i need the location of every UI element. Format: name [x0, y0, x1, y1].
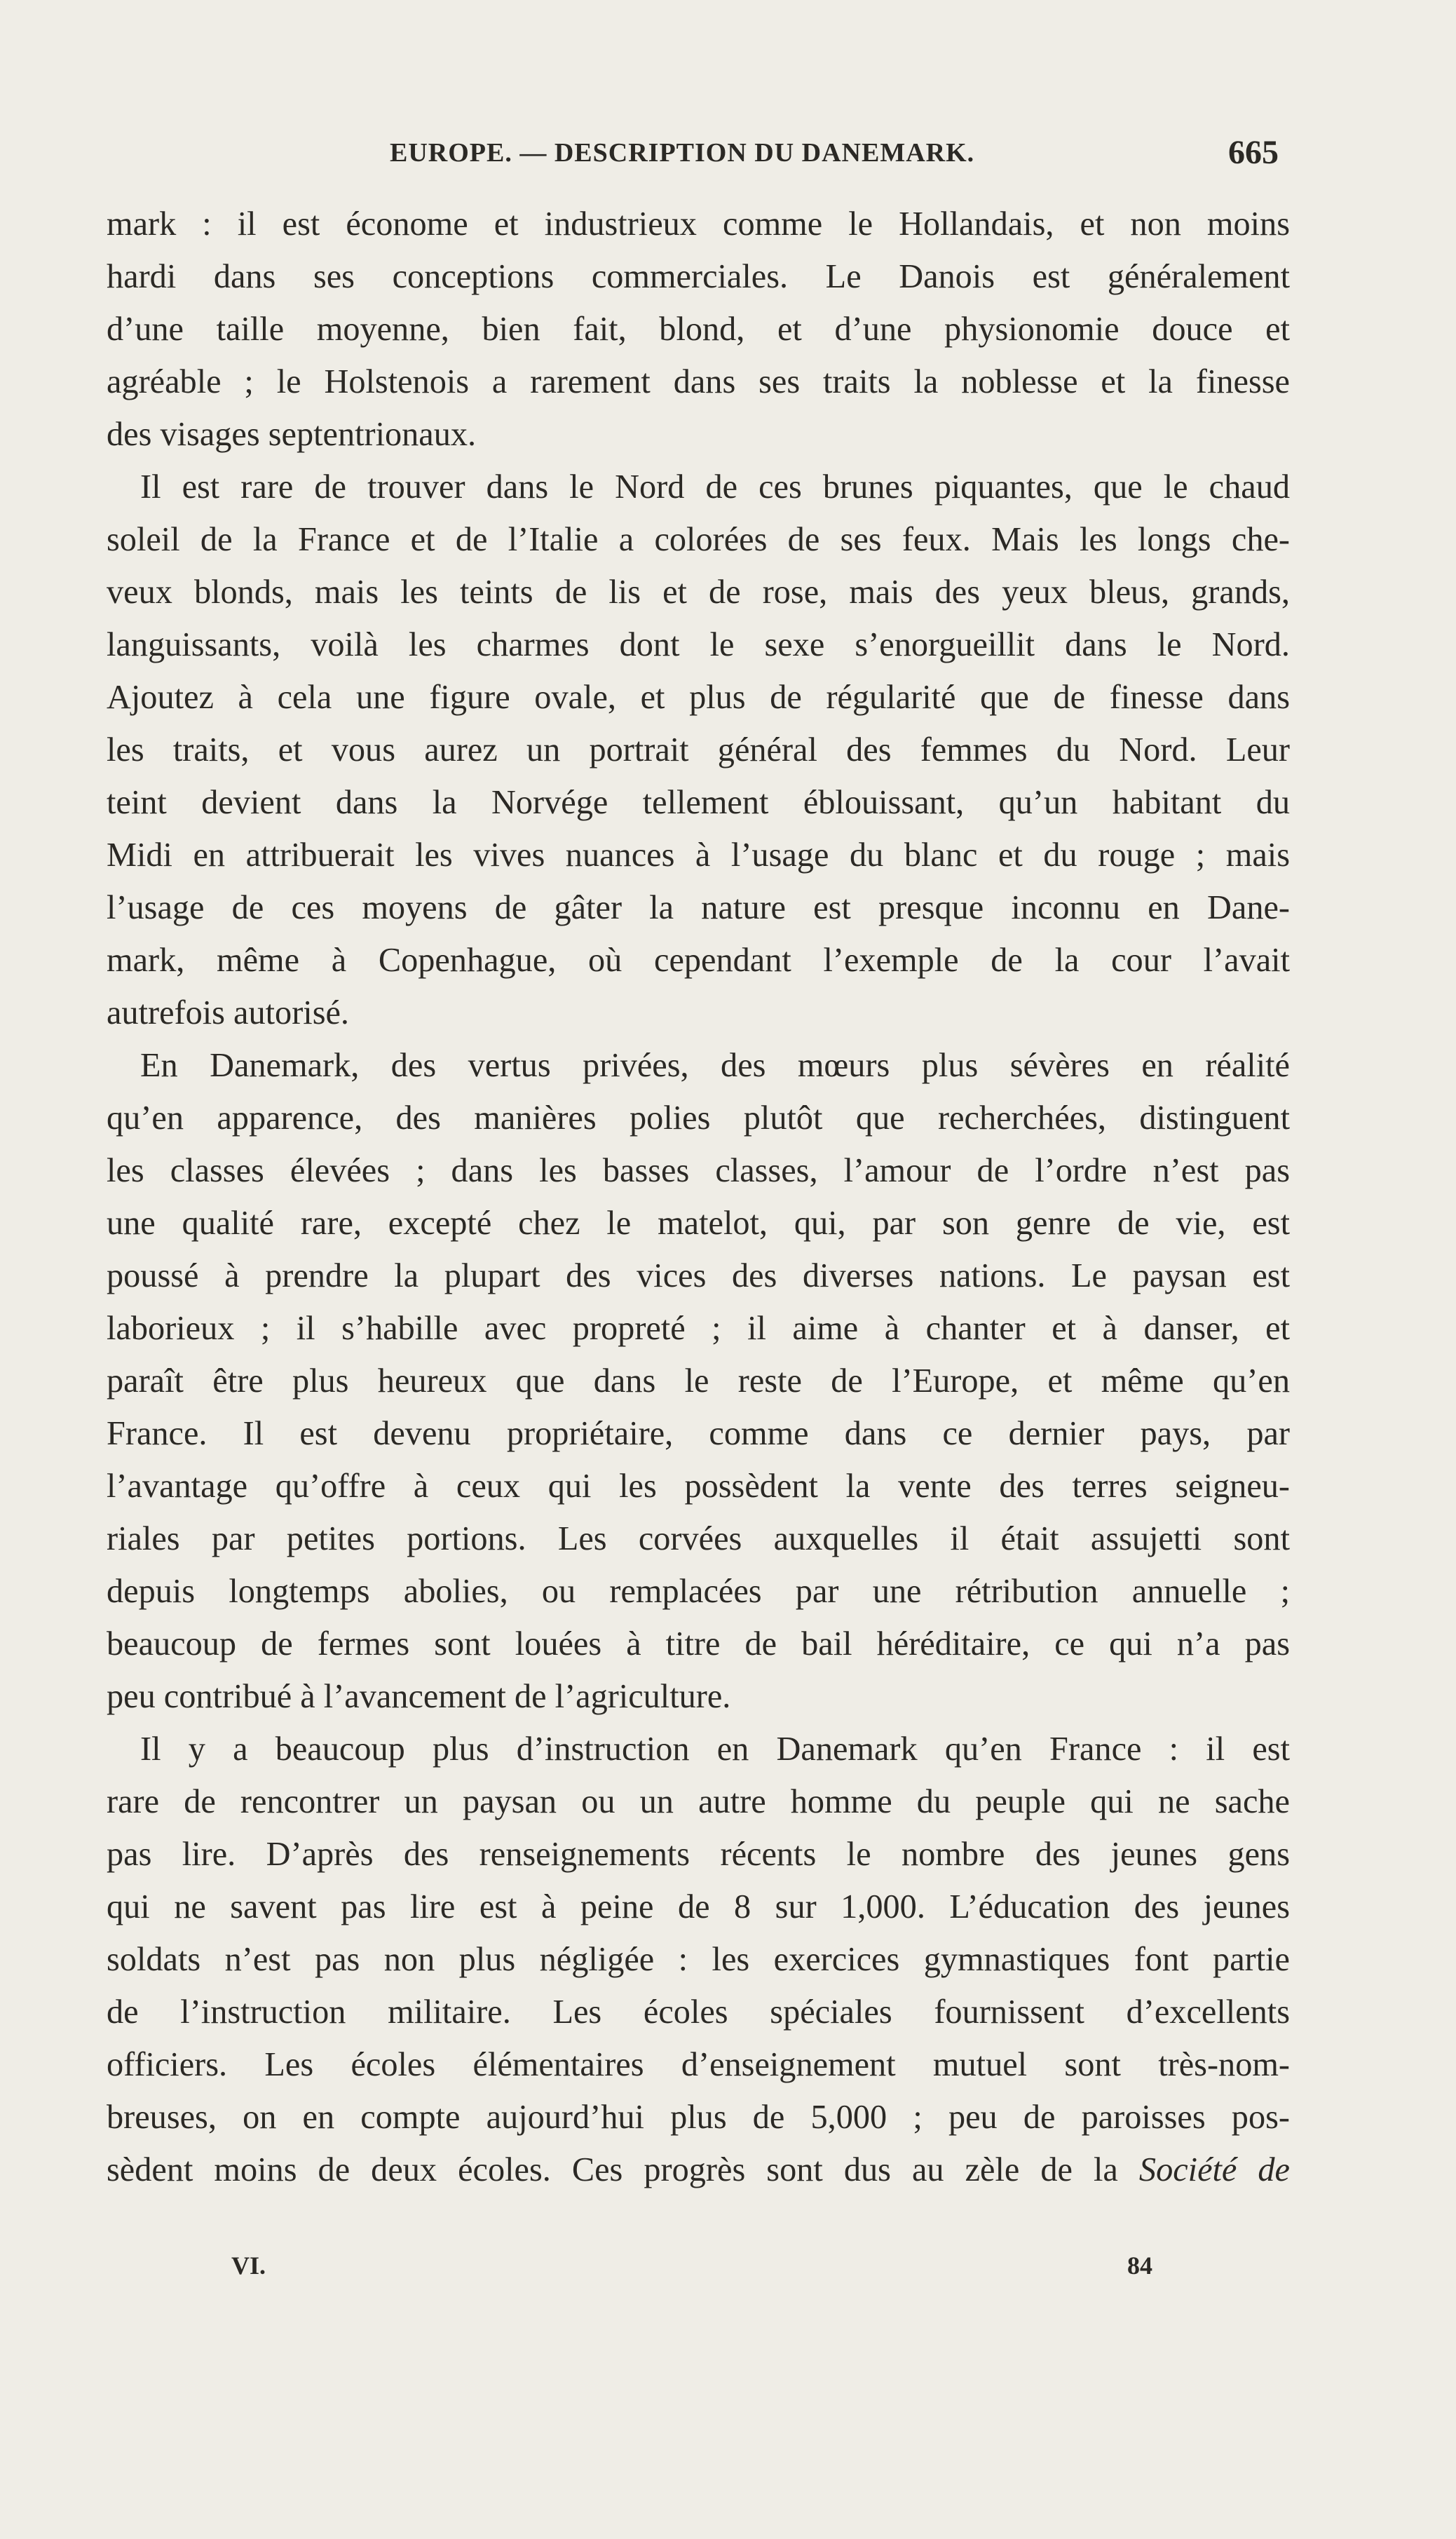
text-line: languissants, voilà les charmes dont le sexe s’enorgueillit dans le Nord.	[107, 626, 1290, 663]
text-line: officiers. Les écoles élémentaires d’enseignement mutuel sont très-nom-	[107, 2046, 1290, 2083]
text-line: l’usage de ces moyens de gâter la nature est presque inconnu en Dane-	[107, 889, 1290, 926]
text-line: les traits, et vous aurez un portrait général des femmes du Nord. Leur	[107, 731, 1290, 769]
text-line: hardi dans ses conceptions commerciales. Le Danois est généralement	[107, 258, 1290, 295]
text-line: Midi en attribuerait les vives nuances à l’usage du blanc et du rouge ; mais	[107, 837, 1290, 874]
text-line: laborieux ; il s’habille avec propreté ; il aime à chanter et à danser, et	[107, 1310, 1290, 1347]
text-line: peu contribué à l’avancement de l’agriculture.	[107, 1678, 731, 1715]
text-line: soleil de la France et de l’Italie a colorées de ses feux. Mais les longs che-	[107, 521, 1290, 558]
text-line: Il y a beaucoup plus d’instruction en Danemark qu’en France : il est	[140, 1731, 1290, 1768]
text-line: Il est rare de trouver dans le Nord de ces brunes piquantes, que le chaud	[140, 468, 1290, 506]
page-number: 665	[1228, 134, 1279, 171]
volume-signature: VI.	[231, 2252, 266, 2280]
text-line: mark : il est économe et industrieux comme le Hollandais, et non moins	[107, 205, 1290, 243]
text-line: l’avantage qu’offre à ceux qui les possèdent la vente des terres seigneu-	[107, 1468, 1290, 1505]
text-line: des visages septentrionaux.	[107, 416, 477, 453]
text-line: rare de rencontrer un paysan ou un autre homme du peuple qui ne sache	[107, 1783, 1290, 1820]
text-line: Ajoutez à cela une figure ovale, et plus de régularité que de finesse dans	[107, 679, 1290, 716]
text-line: mark, même à Copenhague, où cependant l’exemple de la cour l’avait	[107, 942, 1290, 979]
page-footer	[0, 2251, 1456, 2293]
text-line: teint devient dans la Norvége tellement éblouissant, qu’un habitant du	[107, 784, 1290, 821]
text-line: qui ne savent pas lire est à peine de 8 sur 1,000. L’éducation des jeunes	[107, 1888, 1290, 1925]
text-line: d’une taille moyenne, bien fait, blond, et d’une physionomie douce et	[107, 311, 1290, 348]
text-line: France. Il est devenu propriétaire, comme dans ce dernier pays, par	[107, 1415, 1290, 1452]
text-line: depuis longtemps abolies, ou remplacées par une rétribution annuelle ;	[107, 1573, 1290, 1610]
text-line: poussé à prendre la plupart des vices des diverses nations. Le paysan est	[107, 1257, 1290, 1294]
text-line: veux blonds, mais les teints de lis et de rose, mais des yeux bleus, grands,	[107, 574, 1290, 611]
text-line: agréable ; le Holstenois a rarement dans ses traits la noblesse et la finesse	[107, 363, 1290, 400]
text-line: une qualité rare, excepté chez le matelot, qui, par son genre de vie, est	[107, 1205, 1290, 1242]
text-line: les classes élevées ; dans les basses classes, l’amour de l’ordre n’est pas	[107, 1152, 1290, 1189]
italic-society-name: Société de	[1138, 2151, 1290, 2188]
text-line-start: sèdent moins de deux écoles. Ces progrès sont dus au zèle de la	[107, 2151, 1118, 2188]
body-text	[107, 198, 1290, 2196]
text-line: qu’en apparence, des manières polies plutôt que recherchées, distinguent	[107, 1099, 1290, 1137]
text-line: breuses, on en compte aujourd’hui plus de 5,000 ; peu de paroisses pos-	[107, 2099, 1290, 2136]
text-line: soldats n’est pas non plus négligée : les exercices gymnastiques font partie	[107, 1941, 1290, 1978]
text-line: pas lire. D’après des renseignements récents le nombre des jeunes gens	[107, 1836, 1290, 1873]
text-line: riales par petites portions. Les corvées auxquelles il était assujetti sont	[107, 1520, 1290, 1557]
text-line: En Danemark, des vertus privées, des mœurs plus sévères en réalité	[140, 1047, 1290, 1084]
page-header	[0, 134, 1456, 187]
text-line: beaucoup de fermes sont louées à titre de bail héréditaire, ce qui n’a pas	[107, 1625, 1290, 1663]
text-line-with-italic	[107, 2144, 1290, 2196]
text-line: de l’instruction militaire. Les écoles spéciales fournissent d’excellents	[107, 1993, 1290, 2031]
sheet-signature: 84	[1127, 2252, 1152, 2280]
running-head: EUROPE. — DESCRIPTION DU DANEMARK.	[390, 138, 975, 168]
text-line: autrefois autorisé.	[107, 994, 350, 1031]
text-line: paraît être plus heureux que dans le reste de l’Europe, et même qu’en	[107, 1362, 1290, 1400]
